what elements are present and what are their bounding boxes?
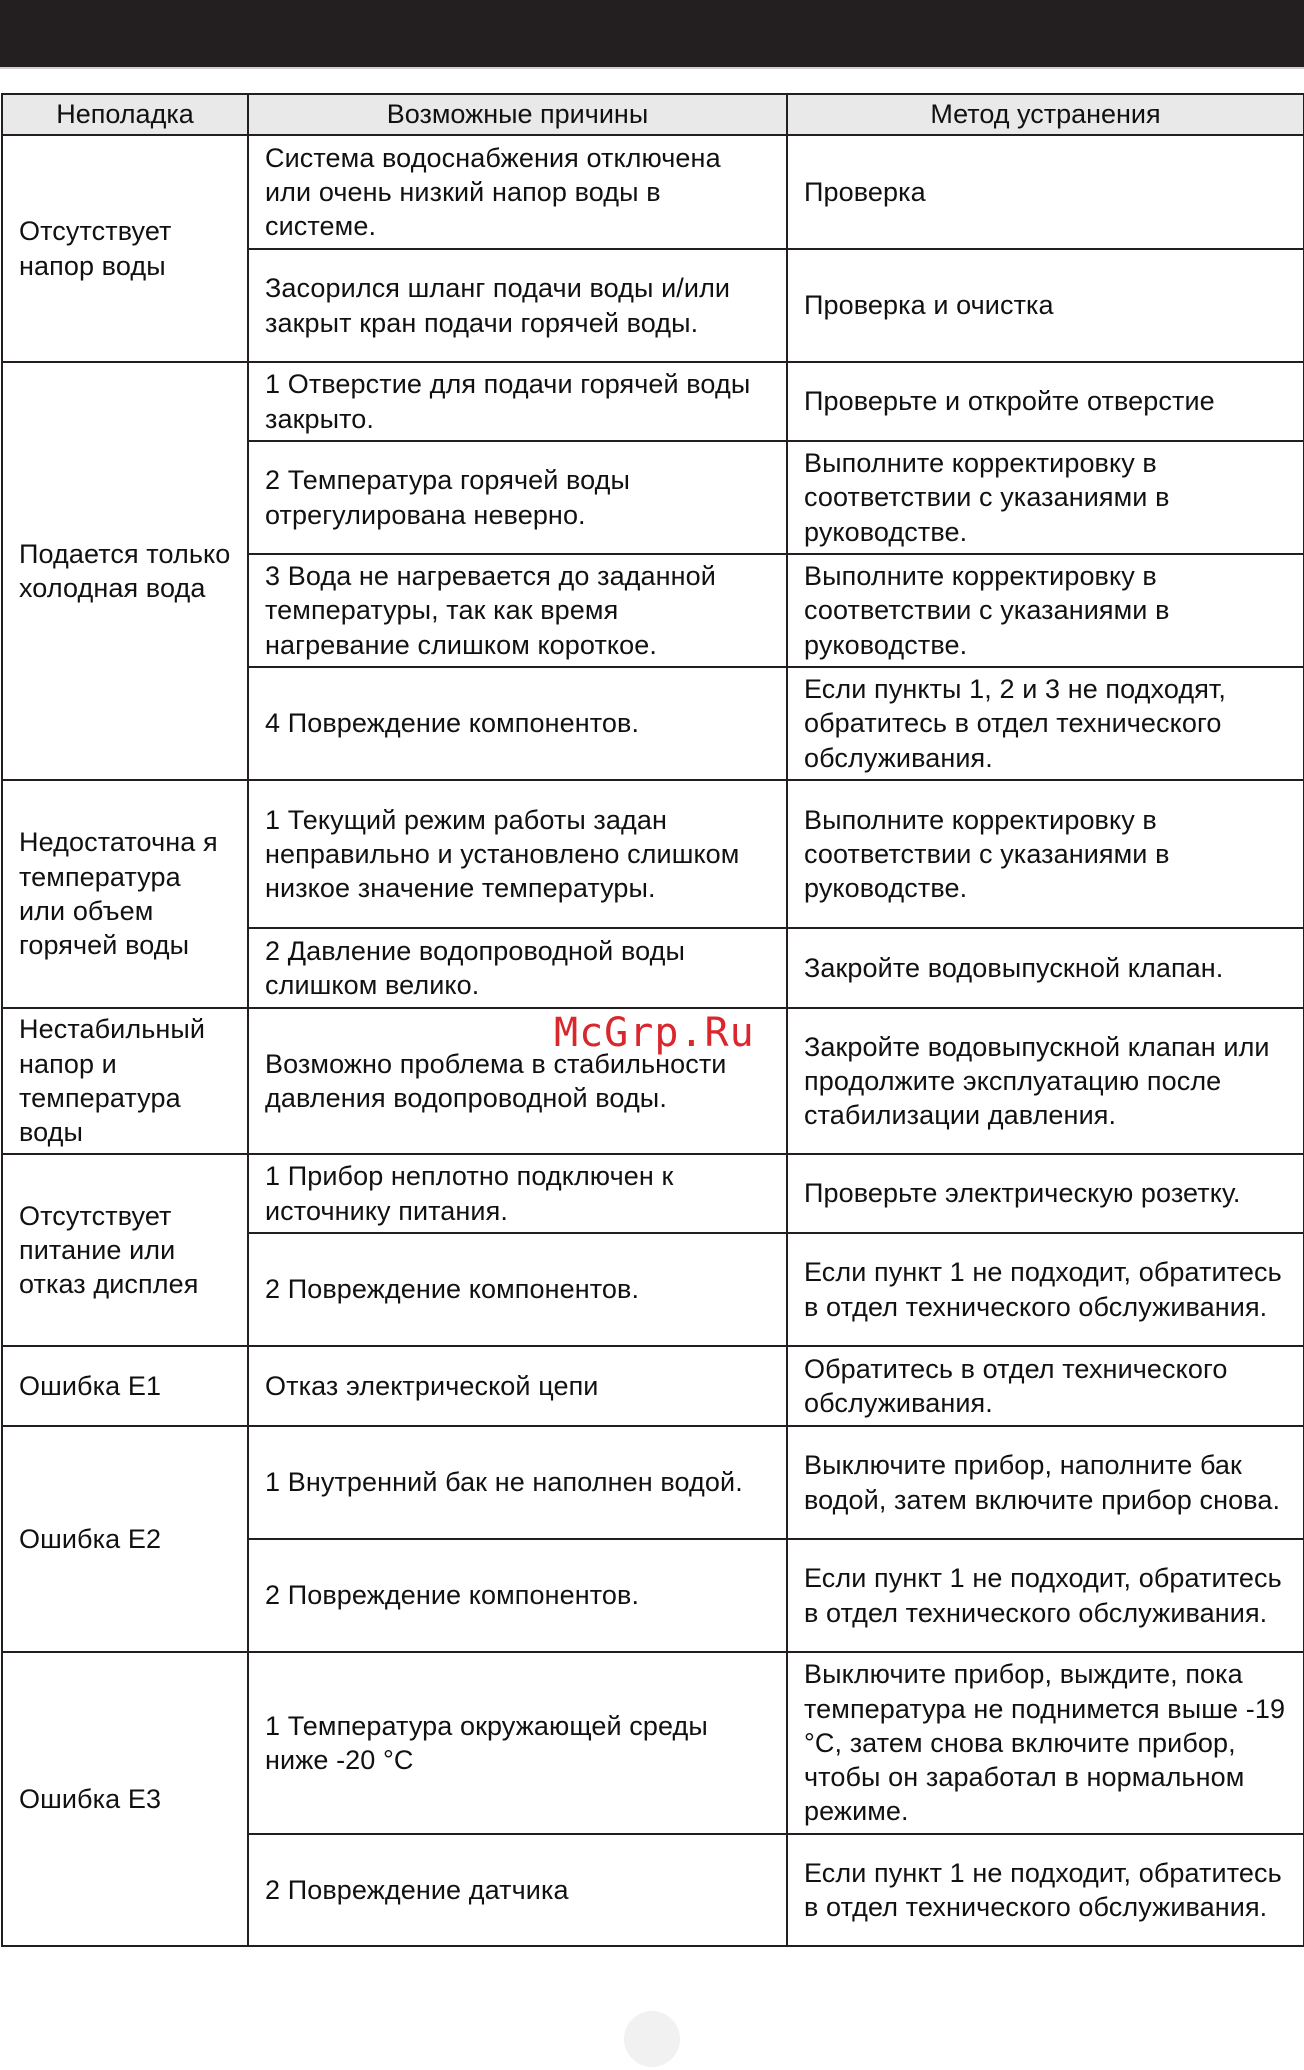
table-header-row	[2, 94, 1304, 135]
cause-cell: 1 Температура окружающей среды ниже -20 °C	[248, 1652, 787, 1834]
table-row	[2, 135, 1304, 249]
table-row	[2, 1426, 1304, 1539]
cause-cell: 2 Давление водопроводной воды слишком велико.	[248, 928, 787, 1008]
watermark-logo: McGrp.Ru	[554, 1010, 755, 1056]
remedy-cell: Если пункт 1 не подходит, обратитесь в отдел технического обслуживания.	[787, 1834, 1304, 1946]
problem-cell: Нестабильный напор и температура воды	[2, 1008, 248, 1154]
remedy-cell: Проверьте электрическую розетку.	[787, 1154, 1304, 1233]
header-divider	[0, 67, 1304, 69]
remedy-cell: Выполните корректировку в соответствии с указаниями в руководстве.	[787, 554, 1304, 667]
header-bar	[0, 0, 1304, 67]
cause-cell: 2 Повреждение компонентов.	[248, 1233, 787, 1346]
remedy-cell: Если пункты 1, 2 и 3 не подходят, обратитесь в отдел технического обслуживания.	[787, 667, 1304, 780]
problem-cell: Ошибка E3	[2, 1652, 248, 1946]
remedy-cell: Если пункт 1 не подходит, обратитесь в отдел технического обслуживания.	[787, 1539, 1304, 1652]
cause-cell: Засорился шланг подачи воды и/или закрыт кран подачи горячей воды.	[248, 249, 787, 362]
problem-cell: Отсутствует питание или отказ дисплея	[2, 1154, 248, 1346]
cause-cell: 2 Повреждение датчика	[248, 1834, 787, 1946]
remedy-cell: Выполните корректировку в соответствии с указаниями в руководстве.	[787, 441, 1304, 554]
remedy-cell: Закройте водовыпускной клапан.	[787, 928, 1304, 1008]
problem-cell: Недостаточна я температура или объем горячей воды	[2, 780, 248, 1008]
cause-cell: 1 Текущий режим работы задан неправильно и установлено слишком низкое значение температуры.	[248, 780, 787, 928]
table-row	[2, 362, 1304, 441]
remedy-cell: Выключите прибор, выждите, пока температура не поднимется выше -19 °C, затем снова включите прибор, чтобы он заработал в нормальном режиме.	[787, 1652, 1304, 1834]
cause-cell: Возможно проблема в стабильности давления водопроводной воды.	[248, 1008, 787, 1154]
cause-cell: Отказ электрической цепи	[248, 1346, 787, 1426]
remedy-cell: Проверка	[787, 135, 1304, 249]
table-row	[2, 780, 1304, 928]
cause-cell: 1 Отверстие для подачи горячей воды закрыто.	[248, 362, 787, 441]
table-row	[2, 1652, 1304, 1834]
cause-cell: 4 Повреждение компонентов.	[248, 667, 787, 780]
remedy-cell: Проверьте и откройте отверстие	[787, 362, 1304, 441]
cause-cell: 1 Внутренний бак не наполнен водой.	[248, 1426, 787, 1539]
table-row	[2, 1346, 1304, 1426]
remedy-cell: Выключите прибор, наполните бак водой, затем включите прибор снова.	[787, 1426, 1304, 1539]
cause-cell: Система водоснабжения отключена или очень низкий напор воды в системе.	[248, 135, 787, 249]
remedy-cell: Если пункт 1 не подходит, обратитесь в отдел технического обслуживания.	[787, 1233, 1304, 1346]
problem-cell: Ошибка E2	[2, 1426, 248, 1652]
cause-cell: 2 Повреждение компонентов.	[248, 1539, 787, 1652]
problem-cell: Отсутствует напор воды	[2, 135, 248, 362]
table-row	[2, 1154, 1304, 1233]
problem-cell: Ошибка E1	[2, 1346, 248, 1426]
remedy-cell: Обратитесь в отдел технического обслуживания.	[787, 1346, 1304, 1426]
remedy-cell: Проверка и очистка	[787, 249, 1304, 362]
column-header-remedy: Метод устранения	[787, 94, 1304, 135]
page-number-circle	[624, 2011, 680, 2067]
column-header-causes: Возможные причины	[248, 94, 787, 135]
cause-cell: 2 Температура горячей воды отрегулирована неверно.	[248, 441, 787, 554]
cause-cell: 3 Вода не нагревается до заданной температуры, так как время нагревание слишком короткое.	[248, 554, 787, 667]
remedy-cell: Закройте водовыпускной клапан или продолжите эксплуатацию после стабилизации давления.	[787, 1008, 1304, 1154]
cause-cell: 1 Прибор неплотно подключен к источнику питания.	[248, 1154, 787, 1233]
column-header-problem: Неполадка	[2, 94, 248, 135]
problem-cell: Подается только холодная вода	[2, 362, 248, 780]
remedy-cell: Выполните корректировку в соответствии с указаниями в руководстве.	[787, 780, 1304, 928]
